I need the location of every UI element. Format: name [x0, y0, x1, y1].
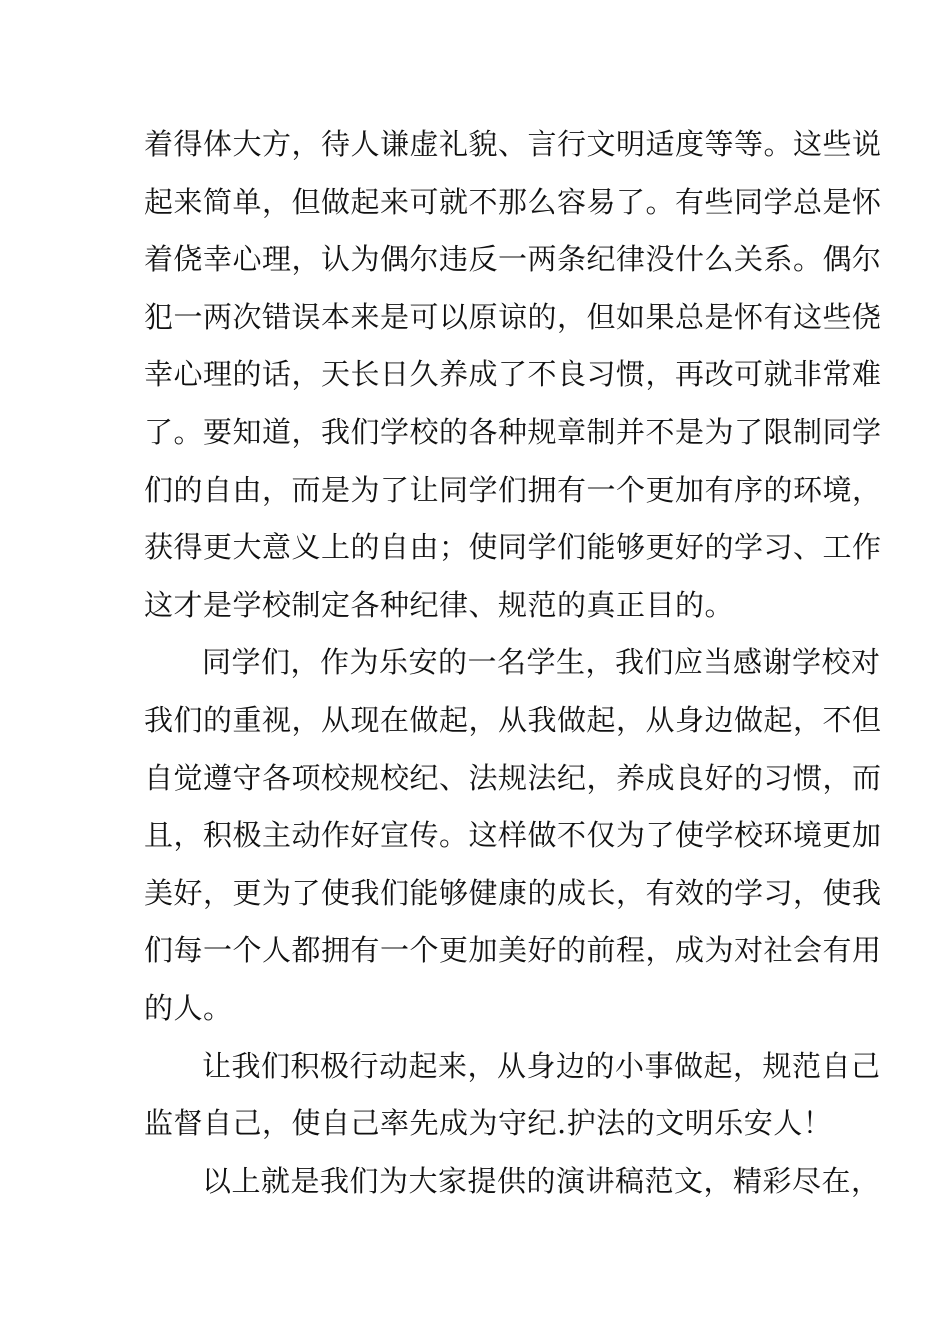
text-line: 且，积极主动作好宣传。这样做不仅为了使学校环境更加 [144, 818, 882, 853]
text-line: 着侥幸心理，认为偶尔违反一两条纪律没什么关系。偶尔 [144, 242, 882, 277]
paragraph-first-line: 以上就是我们为大家提供的演讲稿范文，精彩尽在， [202, 1163, 881, 1198]
text-line: 们每一个人都拥有一个更加美好的前程，成为对社会有用 [144, 933, 882, 968]
text-line: 着得体大方，待人谦虚礼貌、言行文明适度等等。这些说 [144, 127, 882, 161]
text-line: 了。要知道，我们学校的各种规章制并不是为了限制同学 [144, 414, 882, 449]
text-line: 这才是学校制定各种纪律、规范的真正目的。 [144, 587, 735, 622]
text-line: 自觉遵守各项校规校纪、法规法纪，养成良好的习惯，而 [144, 760, 882, 795]
text-line: 犯一两次错误本来是可以原谅的，但如果总是怀有这些侥 [144, 299, 882, 334]
paragraph-first-line: 同学们，作为乐安的一名学生，我们应当感谢学校对 [202, 645, 881, 680]
text-line: 我们的重视，从现在做起，从我做起，从身边做起，不但 [144, 702, 882, 737]
text-line: 美好，更为了使我们能够健康的成长，有效的学习，使我 [144, 875, 882, 910]
text-line: 的人。 [144, 990, 233, 1025]
document-body [144, 116, 882, 1210]
text-line: 获得更大意义上的自由；使同学们能够更好的学习、工作 [144, 530, 882, 565]
text-line: 起来简单，但做起来可就不那么容易了。有些同学总是怀 [144, 184, 882, 219]
text-line: 幸心理的话，天长日久养成了不良习惯，再改可就非常难 [144, 357, 882, 392]
paragraph-first-line: 让我们积极行动起来，从身边的小事做起，规范自己 [202, 1048, 881, 1083]
text-line: 监督自己，使自己率先成为守纪.护法的文明乐安人！ [144, 1106, 833, 1141]
text-line: 们的自由，而是为了让同学们拥有一个更加有序的环境， [144, 472, 882, 507]
